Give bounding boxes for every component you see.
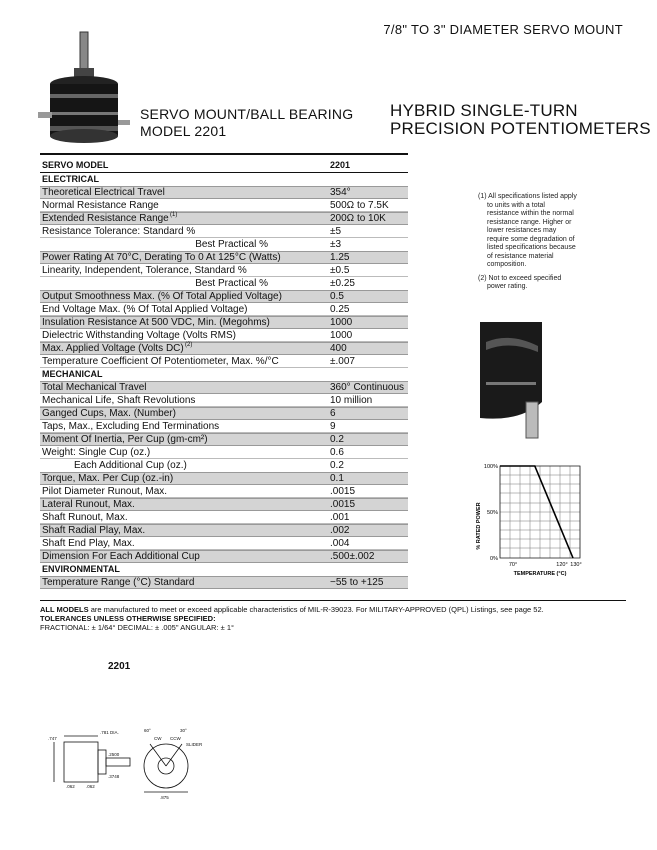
spec-label: Normal Resistance Range — [42, 200, 159, 211]
spec-value: ±5 — [330, 226, 342, 237]
spec-label: Taps, Max., Excluding End Terminations — [42, 421, 220, 432]
spec-value: .002 — [330, 525, 350, 536]
dim-60: 60° — [144, 728, 151, 733]
spec-row: Extended Resistance Range (1) 200Ω to 10K — [40, 212, 408, 225]
spec-value: 0.25 — [330, 304, 350, 315]
tolerance-heading: TOLERANCES UNLESS OTHERWISE SPECIFIED: — [40, 614, 216, 623]
spec-label: Shaft Runout, Max. — [42, 512, 128, 523]
y-tick-0: 0% — [490, 556, 498, 562]
dim-062-b: .062 — [66, 784, 75, 789]
dim-30: 30° — [180, 728, 187, 733]
spec-table — [40, 159, 408, 589]
spec-label: Shaft Radial Play, Max. — [42, 525, 146, 536]
spec-label: Mechanical Life, Shaft Revolutions — [42, 395, 196, 406]
column-model: 2201 — [330, 160, 351, 170]
section-heading — [40, 173, 408, 186]
dim-781: .781 DIA. — [100, 730, 119, 735]
spec-label: Temperature Range (°C) Standard — [42, 577, 195, 588]
compliance-bold: ALL MODELS — [40, 605, 89, 614]
dimension-drawing — [46, 722, 206, 802]
spec-label: Theoretical Electrical Travel — [42, 187, 165, 198]
spec-value: 0.2 — [330, 460, 344, 471]
tolerance-values: FRACTIONAL: ± 1/64° DECIMAL: ± .005" ANGULAR: ± 1° — [40, 623, 234, 632]
cw-label: CW — [154, 736, 162, 741]
spec-row — [40, 290, 408, 303]
spec-row — [40, 459, 408, 472]
spec-label: Insulation Resistance At 500 VDC, Min. (Megohms) — [42, 317, 270, 328]
spec-label: Torque, Max. Per Cup (oz.-in) — [42, 473, 174, 484]
spec-row — [40, 303, 408, 316]
spec-value: ±0.25 — [330, 278, 355, 289]
spec-row — [40, 498, 408, 511]
spec-value: 0.1 — [330, 473, 344, 484]
spec-value: ±3 — [330, 239, 342, 250]
spec-value: .0015 — [330, 486, 356, 497]
spec-value: 354° — [330, 187, 351, 198]
spec-value: 1000 — [330, 317, 353, 328]
dim-3748: .3748 — [108, 774, 120, 779]
footer-notes — [40, 605, 544, 632]
category-line-2: PRECISION POTENTIOMETERS — [390, 119, 651, 138]
spec-row — [40, 394, 408, 407]
spec-label: Moment Of Inertia, Per Cup (gm-cm²) — [42, 434, 208, 445]
spec-value: 9 — [330, 421, 336, 432]
spec-value: 360° Continuous — [330, 382, 405, 393]
spec-row — [40, 407, 408, 420]
side-photo — [480, 322, 558, 440]
footnote-1: (1) All specifications listed apply to units with a total resistance within the normal resistance range. Higher or lower resistances may require some degradation of listed specifications because of resistance material composition. — [478, 193, 577, 268]
dim-875: .875 — [160, 795, 169, 800]
product-photo — [34, 28, 134, 146]
spec-value: 10 million — [330, 395, 373, 406]
divider — [40, 600, 626, 601]
spec-value: 0.6 — [330, 447, 344, 458]
spec-row — [40, 225, 408, 238]
spec-row — [40, 355, 408, 368]
spec-label: Best Practical % — [195, 278, 268, 289]
spec-row: Max. Applied Voltage (Volts DC) (2) 400 — [40, 342, 408, 355]
spec-table-header — [40, 159, 408, 173]
section-heading — [40, 563, 408, 576]
column-label: SERVO MODEL — [42, 160, 109, 170]
page-title: 7/8" TO 3" DIAMETER SERVO MOUNT — [383, 22, 623, 37]
slider-label: SLIDER — [186, 742, 203, 747]
spec-label: Resistance Tolerance: Standard % — [42, 226, 196, 237]
spec-row — [40, 186, 408, 199]
spec-label: Each Additional Cup (oz.) — [74, 460, 187, 471]
spec-label: Lateral Runout, Max. — [42, 499, 135, 510]
spec-label: MECHANICAL — [42, 369, 103, 379]
mount-type: SERVO MOUNT/BALL BEARING — [140, 106, 354, 122]
spec-row — [40, 537, 408, 550]
spec-row — [40, 381, 408, 394]
spec-value: .500±.002 — [330, 551, 375, 562]
spec-label: Dielectric Withstanding Voltage (Volts RMS) — [42, 330, 236, 341]
footnotes — [478, 193, 578, 297]
spec-label: Temperature Coefficient Of Potentiometer, Max. %/°C — [42, 356, 279, 367]
spec-row — [40, 550, 408, 563]
spec-row — [40, 485, 408, 498]
spec-value: .0015 — [330, 499, 356, 510]
spec-value: 1.25 — [330, 252, 350, 263]
category-line-1: HYBRID SINGLE-TURN — [390, 101, 578, 120]
footnote-2: (2) Not to exceed specified power rating. — [478, 274, 562, 290]
spec-value: 0.2 — [330, 434, 344, 445]
x-tick-70: 70° — [508, 562, 518, 568]
spec-row — [40, 251, 408, 264]
divider — [40, 153, 408, 155]
derating-graph — [470, 458, 600, 582]
spec-value: −55 to +125 — [330, 577, 384, 588]
dim-2500: .2500 — [108, 752, 120, 757]
spec-value: 6 — [330, 408, 336, 419]
spec-row — [40, 511, 408, 524]
spec-row — [40, 524, 408, 537]
x-axis-label: TEMPERATURE (°C) — [513, 571, 567, 577]
x-tick-130: 130° — [570, 562, 582, 568]
x-tick-120: 120° — [556, 562, 568, 568]
spec-value: .001 — [330, 512, 350, 523]
spec-label: Max. Applied Voltage (Volts DC) — [42, 343, 184, 354]
spec-label: Extended Resistance Range — [42, 213, 169, 224]
spec-label: Best Practical % — [195, 239, 268, 250]
model-label: MODEL 2201 — [140, 123, 227, 139]
compliance-text: are manufactured to meet or exceed applicable characteristics of MIL-R-39023. For MILITARY-APPROVED (QPL) Listings, see page 52. — [88, 605, 544, 614]
spec-label: Dimension For Each Additional Cup — [42, 551, 200, 562]
spec-row — [40, 277, 408, 290]
spec-label: Ganged Cups, Max. (Number) — [42, 408, 176, 419]
section-heading — [40, 368, 408, 381]
spec-label: Pilot Diameter Runout, Max. — [42, 486, 168, 497]
spec-value: 1000 — [330, 330, 353, 341]
spec-label: Weight: Single Cup (oz.) — [42, 447, 151, 458]
spec-row — [40, 316, 408, 329]
spec-label: Output Smoothness Max. (% Of Total Applied Voltage) — [42, 291, 282, 302]
spec-row — [40, 472, 408, 485]
compliance-note — [40, 605, 544, 614]
spec-value: 0.5 — [330, 291, 344, 302]
spec-label: Shaft End Play, Max. — [42, 538, 135, 549]
product-subtitle — [140, 106, 353, 140]
dim-747: .747 — [48, 736, 57, 741]
spec-row — [40, 264, 408, 277]
dim-062-a: .062 — [86, 784, 95, 789]
y-tick-100: 100% — [483, 464, 498, 470]
spec-row — [40, 446, 408, 459]
drawing-model: 2201 — [108, 661, 131, 672]
spec-label: Power Rating At 70°C, Derating To 0 At 125°C (Watts) — [42, 252, 281, 263]
y-axis-label: % RATED POWER — [476, 502, 482, 550]
spec-label: ENVIRONMENTAL — [42, 564, 120, 574]
spec-value: 400 — [330, 343, 347, 354]
spec-value: ±.007 — [330, 356, 355, 367]
product-category — [390, 102, 651, 138]
spec-row — [40, 238, 408, 251]
spec-value: .004 — [330, 538, 350, 549]
spec-row — [40, 420, 408, 433]
spec-label: Linearity, Independent, Tolerance, Standard % — [42, 265, 247, 276]
spec-row — [40, 329, 408, 342]
spec-label: End Voltage Max. (% Of Total Applied Voltage) — [42, 304, 248, 315]
spec-label: ELECTRICAL — [42, 174, 99, 184]
spec-label: Total Mechanical Travel — [42, 382, 147, 393]
spec-value: ±0.5 — [330, 265, 350, 276]
spec-row — [40, 576, 408, 589]
y-tick-50: 50% — [486, 510, 498, 516]
ccw-label: CCW — [170, 736, 181, 741]
spec-value: 500Ω to 7.5K — [330, 200, 389, 211]
spec-value: 200Ω to 10K — [330, 213, 386, 224]
spec-row — [40, 433, 408, 446]
spec-row — [40, 199, 408, 212]
